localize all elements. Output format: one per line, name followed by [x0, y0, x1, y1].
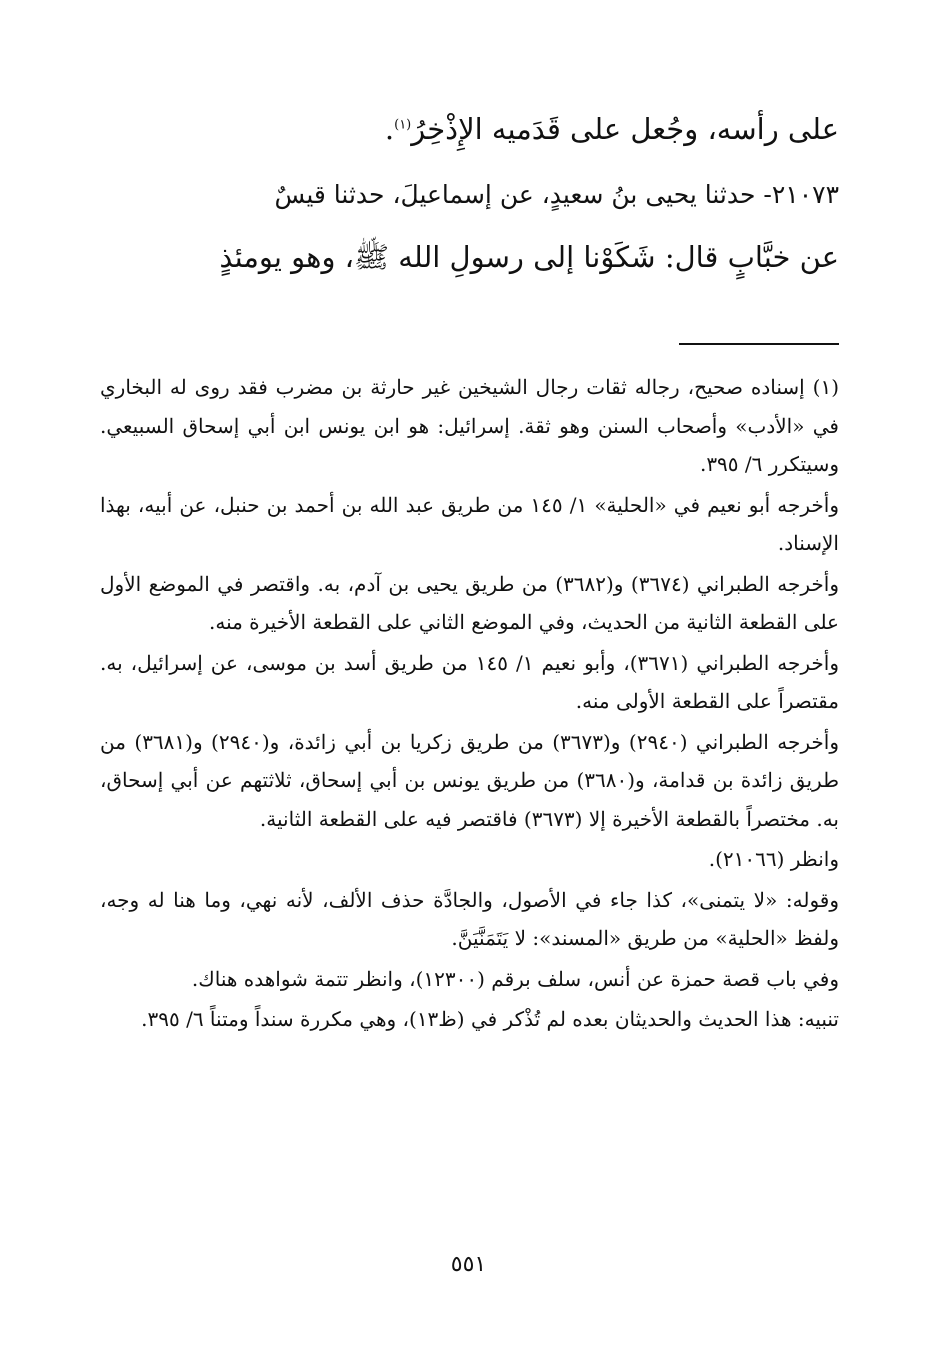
footnote-paragraph: تنبيه: هذا الحديث والحديثان بعده لم تُذْكر في (ظ١٣)، وهي مكررة سنداً ومتناً ٦/ ٣٩٥. [141, 1007, 839, 1031]
main-text-line-1-end: . [384, 112, 395, 146]
footnote-paragraph: وانظر (٢١٠٦٦). [708, 847, 839, 871]
main-text-line-1-body: على رأسه، وجُعل على قَدَميه الإِذْخِرُ [411, 112, 839, 146]
hadith-number-line: ٢١٠٧٣- حدثنا يحيى بنُ سعيدٍ، عن إسماعيلَ، حدثنا قيسٌ [274, 180, 839, 209]
footnote-reference: (١) [394, 117, 412, 133]
footnote-paragraph: وأخرجه الطبراني (٣٦٧١)، وأبو نعيم ١/ ١٤٥ من طريق أسد بن موسى، عن إسرائيل، به. مقتصراً على القطعة الأولى منه. [100, 650, 839, 713]
footnote-paragraph: (١) إسناده صحيح، رجاله ثقات رجال الشيخين غير حارثة بن مضرب فقد روى له البخاري في «الأدب» وأصحاب السنن وهو ثقة. إسرائيل: هو ابن يونس ابن أبي إسحاق السبيعي. وسيتكرر ٦/ ٣٩٥. [100, 375, 839, 476]
footnote-paragraph: وأخرجه الطبراني (٣٦٧٤) و(٣٦٨٢) من طريق يحيى بن آدم، به. واقتصر في الموضع الأول على القطعة الثانية من الحديث، وفي الموضع الثاني على القطعة الأخيرة منه. [100, 571, 839, 634]
footnote-paragraph: وقوله: «لا يتمنى»، كذا جاء في الأصول، والجادَّة حذف الألف، لأنه نهي، وما هنا له وجه، ولفظ «الحلية» من طريق «المسند»: لا يَتَمَنَّيَنَّ. [100, 887, 839, 950]
footnote-paragraph: وأخرجه أبو نعيم في «الحلية» ١/ ١٤٥ من طريق عبد الله بن أحمد بن حنبل، عن أبيه، بهذا الإسناد. [100, 492, 839, 555]
main-text-line-3: عن خبَّابٍ قال: شَكَوْنا إلى رسولِ الله ﷺ، وهو يومئذٍ [219, 240, 839, 274]
footnote-separator-rule [679, 343, 839, 345]
footnote-paragraph: وأخرجه الطبراني (٢٩٤٠) و(٣٦٧٣) من طريق زكريا بن أبي زائدة، و(٢٩٤٠) و(٣٦٨١) من طريق زائدة بن قدامة، و(٣٦٨٠) من طريق يونس بن أبي إسحاق، ثلاثتهم عن أبي إسحاق، به. مختصراً بالقطعة الأخيرة إلا (٣٦٧٣) فاقتصر فيه على القطعة الثانية. [100, 729, 839, 831]
page-number: ٥٥١ [450, 1252, 487, 1277]
footnote-paragraph: وفي باب قصة حمزة عن أنس، سلف برقم (١٢٣٠٠)، وانظر تتمة شواهده هناك. [191, 966, 839, 991]
main-text-line-1 [130, 112, 839, 146]
footnotes-section [100, 368, 839, 1041]
